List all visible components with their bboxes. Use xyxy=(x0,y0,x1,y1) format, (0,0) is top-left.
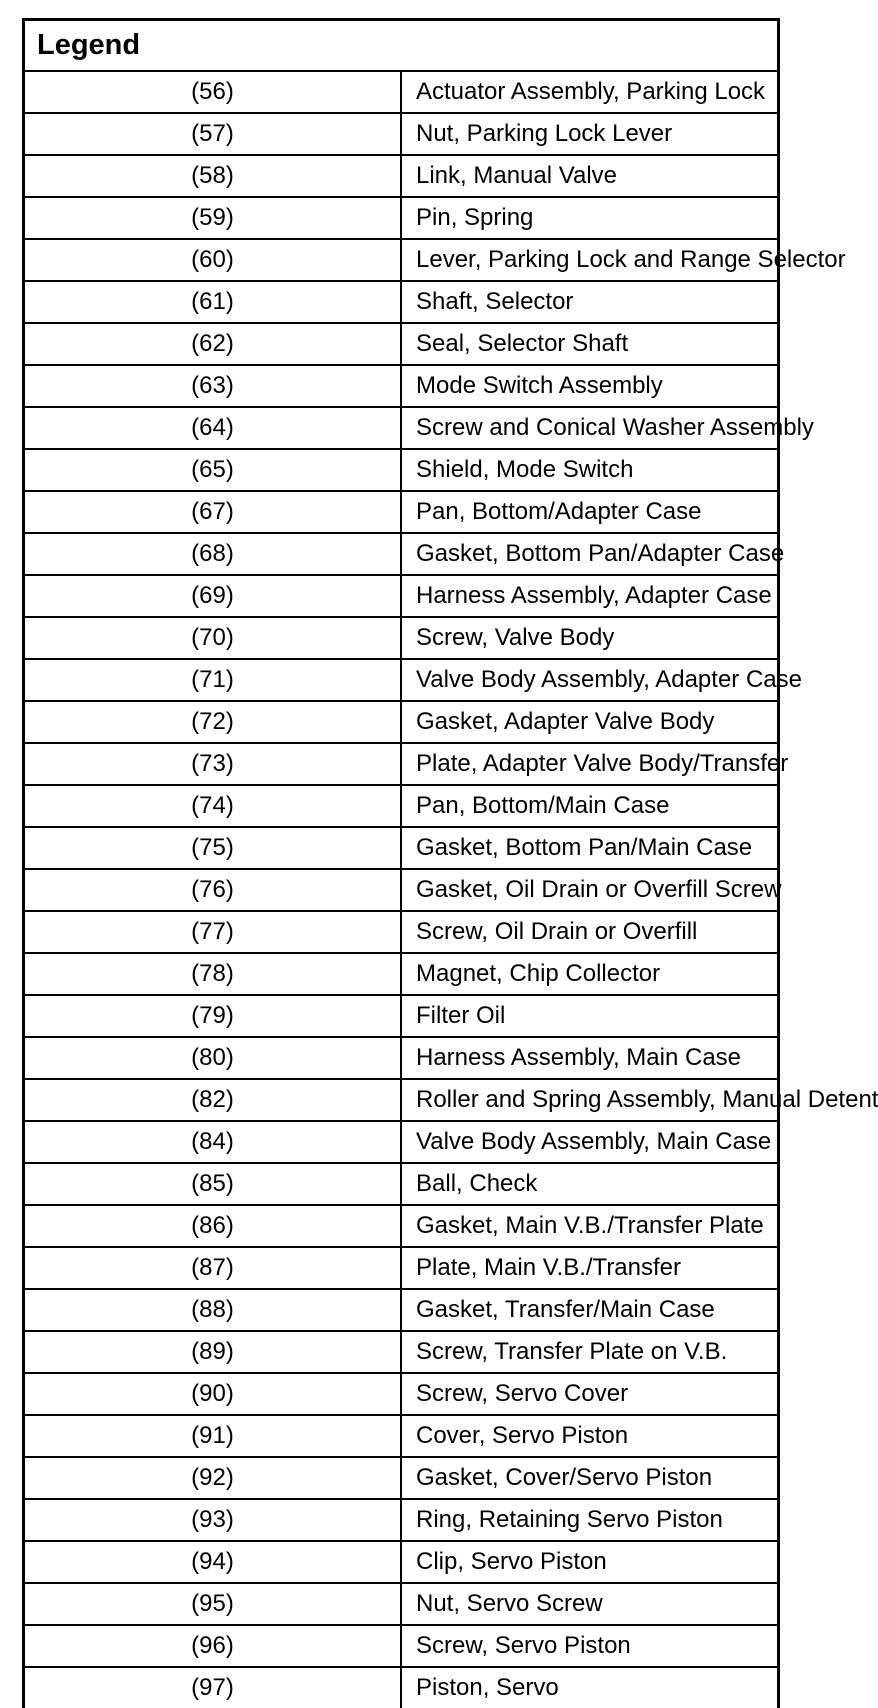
legend-row xyxy=(24,785,779,827)
legend-item-description: Pin, Spring xyxy=(401,197,779,239)
legend-item-description: Mode Switch Assembly xyxy=(401,365,779,407)
legend-item-number: (77) xyxy=(24,911,402,953)
legend-item-description: Piston, Servo xyxy=(401,1667,779,1708)
legend-row xyxy=(24,407,779,449)
legend-item-number: (76) xyxy=(24,869,402,911)
legend-item-number: (71) xyxy=(24,659,402,701)
legend-row xyxy=(24,1541,779,1583)
legend-item-description: Valve Body Assembly, Main Case xyxy=(401,1121,779,1163)
legend-item-number: (79) xyxy=(24,995,402,1037)
legend-item-number: (95) xyxy=(24,1583,402,1625)
legend-item-description: Pan, Bottom/Adapter Case xyxy=(401,491,779,533)
legend-item-number: (85) xyxy=(24,1163,402,1205)
legend-item-description: Magnet, Chip Collector xyxy=(401,953,779,995)
legend-item-number: (56) xyxy=(24,71,402,113)
legend-item-number: (69) xyxy=(24,575,402,617)
legend-item-number: (88) xyxy=(24,1289,402,1331)
legend-item-number: (57) xyxy=(24,113,402,155)
legend-item-description: Gasket, Main V.B./Transfer Plate xyxy=(401,1205,779,1247)
legend-item-number: (89) xyxy=(24,1331,402,1373)
legend-row xyxy=(24,701,779,743)
legend-item-number: (62) xyxy=(24,323,402,365)
legend-item-description: Lever, Parking Lock and Range Selector xyxy=(401,239,779,281)
legend-item-number: (70) xyxy=(24,617,402,659)
legend-item-number: (67) xyxy=(24,491,402,533)
legend-row xyxy=(24,953,779,995)
legend-row xyxy=(24,365,779,407)
legend-body xyxy=(24,20,779,1708)
legend-item-number: (92) xyxy=(24,1457,402,1499)
legend-item-number: (93) xyxy=(24,1499,402,1541)
legend-item-number: (60) xyxy=(24,239,402,281)
legend-item-number: (68) xyxy=(24,533,402,575)
legend-row xyxy=(24,491,779,533)
legend-row xyxy=(24,1121,779,1163)
legend-row xyxy=(24,197,779,239)
legend-item-description: Screw, Transfer Plate on V.B. xyxy=(401,1331,779,1373)
legend-item-number: (61) xyxy=(24,281,402,323)
legend-item-number: (80) xyxy=(24,1037,402,1079)
legend-item-description: Screw, Valve Body xyxy=(401,617,779,659)
legend-row xyxy=(24,869,779,911)
legend-item-number: (58) xyxy=(24,155,402,197)
legend-row xyxy=(24,1331,779,1373)
legend-row xyxy=(24,1205,779,1247)
legend-item-description: Harness Assembly, Adapter Case xyxy=(401,575,779,617)
legend-row xyxy=(24,911,779,953)
legend-row xyxy=(24,827,779,869)
legend-item-description: Link, Manual Valve xyxy=(401,155,779,197)
legend-row xyxy=(24,323,779,365)
legend-row xyxy=(24,743,779,785)
legend-item-description: Gasket, Oil Drain or Overfill Screw xyxy=(401,869,779,911)
legend-item-number: (96) xyxy=(24,1625,402,1667)
legend-row xyxy=(24,71,779,113)
legend-header-row xyxy=(24,20,779,72)
legend-item-number: (87) xyxy=(24,1247,402,1289)
legend-title: Legend xyxy=(24,20,779,72)
legend-row xyxy=(24,155,779,197)
legend-item-description: Plate, Main V.B./Transfer xyxy=(401,1247,779,1289)
legend-row xyxy=(24,575,779,617)
legend-row xyxy=(24,1457,779,1499)
legend-row xyxy=(24,1079,779,1121)
legend-item-number: (90) xyxy=(24,1373,402,1415)
legend-item-description: Gasket, Transfer/Main Case xyxy=(401,1289,779,1331)
legend-row xyxy=(24,113,779,155)
legend-item-number: (59) xyxy=(24,197,402,239)
legend-item-number: (91) xyxy=(24,1415,402,1457)
legend-item-description: Clip, Servo Piston xyxy=(401,1541,779,1583)
legend-row xyxy=(24,533,779,575)
legend-item-description: Seal, Selector Shaft xyxy=(401,323,779,365)
legend-row xyxy=(24,1037,779,1079)
legend-item-description: Plate, Adapter Valve Body/Transfer xyxy=(401,743,779,785)
legend-item-description: Screw, Servo Piston xyxy=(401,1625,779,1667)
legend-item-description: Gasket, Adapter Valve Body xyxy=(401,701,779,743)
legend-item-description: Gasket, Bottom Pan/Main Case xyxy=(401,827,779,869)
legend-row xyxy=(24,1583,779,1625)
legend-item-number: (84) xyxy=(24,1121,402,1163)
legend-row xyxy=(24,1415,779,1457)
legend-row xyxy=(24,1289,779,1331)
legend-item-description: Valve Body Assembly, Adapter Case xyxy=(401,659,779,701)
legend-item-description: Ring, Retaining Servo Piston xyxy=(401,1499,779,1541)
legend-item-number: (97) xyxy=(24,1667,402,1708)
legend-item-number: (82) xyxy=(24,1079,402,1121)
legend-item-number: (64) xyxy=(24,407,402,449)
legend-item-description: Nut, Servo Screw xyxy=(401,1583,779,1625)
legend-row xyxy=(24,281,779,323)
legend-item-description: Actuator Assembly, Parking Lock xyxy=(401,71,779,113)
legend-row xyxy=(24,995,779,1037)
legend-item-number: (86) xyxy=(24,1205,402,1247)
legend-item-description: Cover, Servo Piston xyxy=(401,1415,779,1457)
legend-row xyxy=(24,1373,779,1415)
legend-item-number: (75) xyxy=(24,827,402,869)
legend-item-number: (63) xyxy=(24,365,402,407)
legend-item-number: (73) xyxy=(24,743,402,785)
legend-item-description: Gasket, Bottom Pan/Adapter Case xyxy=(401,533,779,575)
legend-item-description: Roller and Spring Assembly, Manual Detent xyxy=(401,1079,779,1121)
legend-item-description: Shaft, Selector xyxy=(401,281,779,323)
legend-item-description: Gasket, Cover/Servo Piston xyxy=(401,1457,779,1499)
legend-item-description: Screw, Servo Cover xyxy=(401,1373,779,1415)
legend-item-description: Harness Assembly, Main Case xyxy=(401,1037,779,1079)
legend-item-description: Pan, Bottom/Main Case xyxy=(401,785,779,827)
legend-row xyxy=(24,1499,779,1541)
legend-item-description: Shield, Mode Switch xyxy=(401,449,779,491)
legend-row xyxy=(24,659,779,701)
legend-row xyxy=(24,239,779,281)
legend-item-description: Screw, Oil Drain or Overfill xyxy=(401,911,779,953)
legend-row xyxy=(24,1247,779,1289)
legend-item-number: (74) xyxy=(24,785,402,827)
legend-table xyxy=(22,18,780,1708)
legend-item-description: Nut, Parking Lock Lever xyxy=(401,113,779,155)
legend-item-description: Ball, Check xyxy=(401,1163,779,1205)
legend-row xyxy=(24,1667,779,1708)
legend-item-number: (72) xyxy=(24,701,402,743)
legend-item-number: (65) xyxy=(24,449,402,491)
legend-row xyxy=(24,1163,779,1205)
legend-row xyxy=(24,617,779,659)
legend-item-description: Screw and Conical Washer Assembly xyxy=(401,407,779,449)
legend-item-number: (78) xyxy=(24,953,402,995)
legend-item-number: (94) xyxy=(24,1541,402,1583)
legend-item-description: Filter Oil xyxy=(401,995,779,1037)
legend-row xyxy=(24,449,779,491)
legend-row xyxy=(24,1625,779,1667)
